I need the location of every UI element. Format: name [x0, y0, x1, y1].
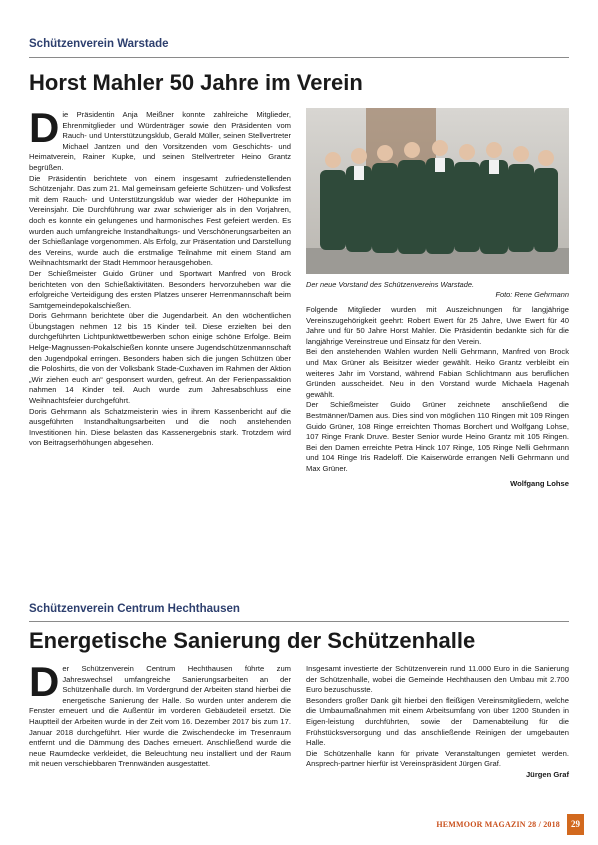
author-signature: Wolfgang Lohse: [510, 478, 569, 488]
paragraph: Die Präsidentin berichtete von einem insgesamt zufriedenstellenden Schützenjahr. Das zum 21. Mal gemeinsam gefeierte Schützen- und Volksfest mit dem Rauch- und Unterstützungsklub war wieder der Höhepunkte im Vereinsjahr. Die Durchführung war zwar schwieriger als in den Vorjahren, doch es konnte ein gelungenes und harmonisches Fest gefeiert werden. Es wurden auch umfangreiche Instandhaltungs- und Verschönerungsarbeiten an der Schießanlage vorgenommen. Als Erfolg, zur Präsentation und Darstellung des Vereins, wurde auch die erstmalige Teilnahme mit einem Stand am Weihnachtsmarkt der Stadt Hemmoor herausgehoben.: [29, 173, 291, 268]
article-column-left: [29, 104, 291, 449]
divider: [29, 621, 569, 622]
photo-credit: Foto: Rene Gehrmann: [495, 290, 569, 299]
page-number: 29: [567, 814, 584, 835]
paragraph: Bei den anstehenden Wahlen wurden Nelli Gehrmann, Manfred von Brock und Max Grüner als Beisitzer wieder gewählt. Heiko Grantz verbleibt ein weiteres Jahr im Vorstand, während Fabian Schlichtmann aus beruflichen Gründen ausscheidet. Neu in den Vorstand wurde Michaela Hagenah gewählt.: [306, 347, 569, 399]
article-headline: Energetische Sanierung der Schützenhalle: [29, 628, 476, 653]
photo-caption-block: [306, 280, 569, 300]
paragraph: Der Schießmeister Guido Grüner und Sportwart Manfred von Brock berichteten von den Schießaktivitäten. Besonders hervorzuheben war die erfolgreiche Verteidigung des ersten Platzes unserer Herrenmannschaft beim Samtgemeindepokalschießen.: [29, 268, 291, 310]
drop-cap: D: [29, 104, 60, 151]
paragraph: Doris Gehrmann berichtete über die Jugendarbeit. An den wöchentlichen Übungstagen nehmen 12 bis 15 Kinder teil. Diese erzielten bei den durchgeführten Lichtpunktwettbewerben schon einige schöne Erfolge. Beim Helge-Magnussen-Pokalschießen konnte unsere Jugendschützenmannschaft den Jugendpokal erringen. Besonders haben sich die jungen Schützen über die Poloshirts, die von der Volksbank Stade-Cuxhaven im Rahmen der Aktion „Wir ziehen euch an“ gesponsert wurden, gefreut. An der Ferienpassaktion nahmen 14 Kinder teil. Auch wurde zum Jahresabschluss eine Weihnachtsfeier durchgeführt.: [29, 311, 291, 406]
paragraph: Besonders großer Dank gilt hierbei den fleißigen Vereinsmitgliedern, welche die Umbaumaßnahmen mit einem Arbeitsumfang von über 1200 Stunden in Eigen-leistung durchführten, sowie der Damenabteilung für die Frühstücksversorgung und das anschließende Reinigen der umgebauten Halle.: [306, 695, 569, 748]
paragraph: ie Präsidentin Anja Meißner konnte zahlreiche Mitglieder, Ehrenmitglieder und Würdenträger sowie den Präsidenten vom Rauch- und Unterstützungsklub, Gerald Müller, seinen Stellvertreter Michael Jantzen und den Vorsitzenden vom Geschichts- und Heimatverein, Rainer Kupke, und seinen Stellvertreter Heino Grantz begrüßen.: [29, 110, 291, 172]
section-kicker: Schützenverein Warstade: [29, 38, 169, 50]
group-photo: [306, 108, 569, 274]
photo-caption: Der neue Vorstand des Schützenvereins Warstade.: [306, 280, 475, 289]
paragraph: Der Schießmeister Guido Grüner zeichnete anschließend die Bestmänner/Damen aus. Dies sind von möglichen 110 Ringen mit 109 Ringen Guido Grüner, 108 Ringe erreichten Thomas Borchert und Wolfgang Lohse, 107 Ringe Frank Druve. Bester Senior wurde Heino Grantz mit 105 Ringen. Bei den Damen erreichte Petra Hinck 107 Ringe, 105 Ringe Nelli Gehrmann und 104 Ringe Iris Radeloff. Die Kaiserwürde errangen Nelli Gehrmann und Max Grüner.: [306, 400, 569, 473]
paragraph: Die Schützenhalle kann für private Veranstaltungen gemietet werden. Ansprech-partner hierfür ist Vereinspräsident Jürgen Graf.: [306, 748, 569, 769]
divider: [29, 57, 569, 58]
section-kicker: Schützenverein Centrum Hechthausen: [29, 603, 240, 615]
paragraph: Doris Gehrmann als Schatzmeisterin wies in ihrem Kassenbericht auf die ausgeführten Instandhaltungsarbeiten und die noch anstehenden Investitionen hin. Diese belasten das Kassenergebnis stark. Trotzdem wird von Beitragserhöhungen abgesehen.: [29, 406, 291, 448]
article-column-right: [306, 664, 569, 781]
article-column-right: [306, 305, 569, 489]
paragraph: Folgende Mitglieder wurden mit Auszeichnungen für langjährige Vereinszugehörigkeit geehrt: Robert Ewert für 25 Jahre, Uwe Ewert für 40 Jahre und für 50 Jahre Horst Mahler. Die Präsidentin bedankte sich für die langjährige Vereinstreue und Einsatz für den Verein.: [306, 305, 569, 346]
magazine-footer: HEMMOOR MAGAZIN 28 / 2018: [436, 820, 560, 829]
drop-cap: D: [29, 658, 60, 705]
article-column-left: [29, 658, 291, 770]
author-signature: Jürgen Graf: [525, 769, 569, 779]
article-headline: Horst Mahler 50 Jahre im Verein: [29, 70, 363, 95]
paragraph: er Schützenverein Centrum Hechthausen führte zum Jahreswechsel umfangreiche Sanierungsarbeiten an der Schützenhalle durch. Im Vordergrund der Arbeiten stand hierbei die energetische Sanierung der Halle. So wurden unter anderem die Fenster erneuert und die Außentür im vorderen Gebäudeteil ersetzt. Die Hauptteil der Arbeiten wurde in der Zeit vom 16. Dezember 2017 bis zum 17. Januar 2018 durchgeführt. Hier wurde die Zwischendecke im Tresenraum entfernt und die Dämmung des Daches erneuert. Anschließend wurde die neue Raumdecke verkleidet, die Beleuchtung neu installiert und der Raum mit neuen verschiebbaren Trennwänden ausgestattet.: [29, 664, 291, 769]
paragraph: Insgesamt investierte der Schützenverein rund 11.000 Euro in die Sanierung der Schützenhalle, wobei die Gemeinde Hechthausen den Umbau mit 2.700 Euro bezuschusste.: [306, 664, 569, 695]
